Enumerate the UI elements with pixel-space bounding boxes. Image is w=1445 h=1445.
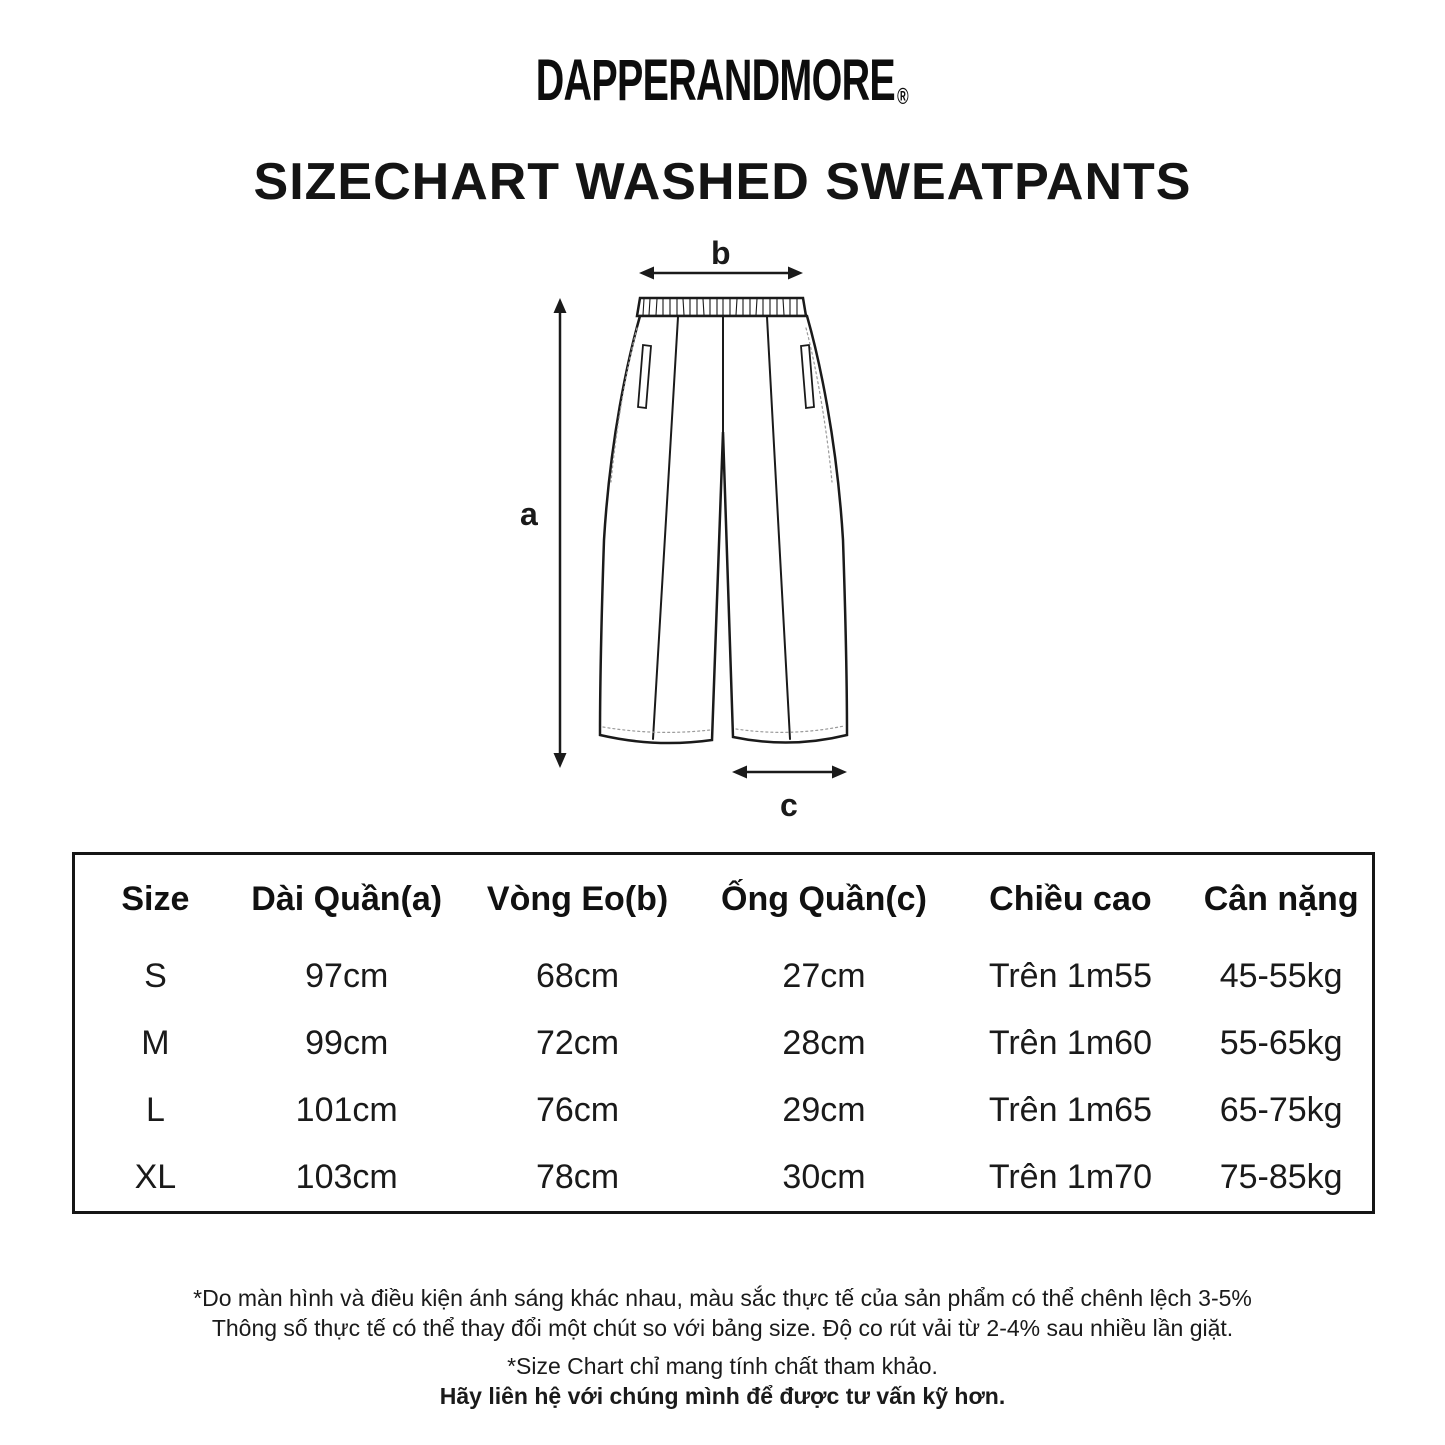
dimension-label-b: b <box>711 240 731 271</box>
cell-l-ong-quan: 29cm <box>782 1091 866 1129</box>
cell-s-ong-quan: 27cm <box>782 957 866 995</box>
waistband <box>637 298 806 316</box>
note-color-disclaimer: *Do màn hình và điều kiện ánh sáng khác nhau, màu sắc thực tế của sản phẩm có thể chênh lệch 3-5% <box>193 1285 1252 1311</box>
note-contact-us: Hãy liên hệ với chúng mình để được tư vấn kỹ hơn. <box>439 1383 1006 1409</box>
cell-m-dai-quan: 99cm <box>305 1024 389 1062</box>
cell-xl-can-nang: 75-85kg <box>1219 1158 1343 1196</box>
cell-m-ong-quan: 28cm <box>782 1024 866 1062</box>
brand-logo <box>0 48 1445 113</box>
column-header-size: Size <box>121 879 190 918</box>
column-header-can-nang: Cân nặng <box>1203 879 1359 918</box>
cell-m-vong-eo: 72cm <box>535 1024 620 1062</box>
cell-s-vong-eo: 68cm <box>535 957 620 995</box>
cell-size-m: M <box>141 1024 170 1062</box>
sweatpants-diagram <box>490 240 870 820</box>
cell-l-vong-eo: 76cm <box>535 1091 620 1129</box>
note-reference-only: *Size Chart chỉ mang tính chất tham khảo. <box>507 1353 938 1379</box>
dimension-arrow-a <box>554 298 567 768</box>
column-header-chieu-cao: Chiều cao <box>989 879 1152 918</box>
size-table <box>72 852 1375 1214</box>
cell-m-can-nang: 55-65kg <box>1219 1024 1343 1062</box>
cell-l-can-nang: 65-75kg <box>1219 1091 1343 1129</box>
cell-xl-ong-quan: 30cm <box>782 1158 866 1196</box>
dimension-label-a: a <box>520 496 538 532</box>
cell-size-l: L <box>145 1091 165 1129</box>
dimension-arrow-c <box>732 766 847 779</box>
cell-s-can-nang: 45-55kg <box>1219 957 1343 995</box>
cell-xl-chieu-cao: Trên 1m70 <box>988 1158 1152 1196</box>
brand-name: DAPPERANDMORE <box>536 48 896 113</box>
note-shrinkage-disclaimer: Thông số thực tế có thể thay đổi một chút so với bảng size. Độ co rút vải từ 2-4% sau nhiều lần giặt. <box>211 1315 1234 1341</box>
dimension-label-c: c <box>780 787 798 820</box>
cell-s-dai-quan: 97cm <box>305 957 389 995</box>
column-header-vong-eo: Vòng Eo(b) <box>486 879 669 918</box>
registered-mark: ® <box>897 83 909 109</box>
footer-notes <box>0 1283 1445 1411</box>
cell-m-chieu-cao: Trên 1m60 <box>988 1024 1152 1062</box>
cell-l-chieu-cao: Trên 1m65 <box>988 1091 1152 1129</box>
column-header-dai-quan: Dài Quần(a) <box>251 879 443 918</box>
cell-l-dai-quan: 101cm <box>295 1091 398 1129</box>
page-title: SIZECHART WASHED SWEATPANTS <box>253 153 1192 211</box>
column-header-ong-quan: Ống Quần(c) <box>721 879 927 918</box>
cell-xl-vong-eo: 78cm <box>535 1158 620 1196</box>
cell-s-chieu-cao: Trên 1m55 <box>988 957 1152 995</box>
cell-size-xl: XL <box>134 1158 177 1196</box>
cell-size-s: S <box>144 957 167 995</box>
cell-xl-dai-quan: 103cm <box>295 1158 398 1196</box>
